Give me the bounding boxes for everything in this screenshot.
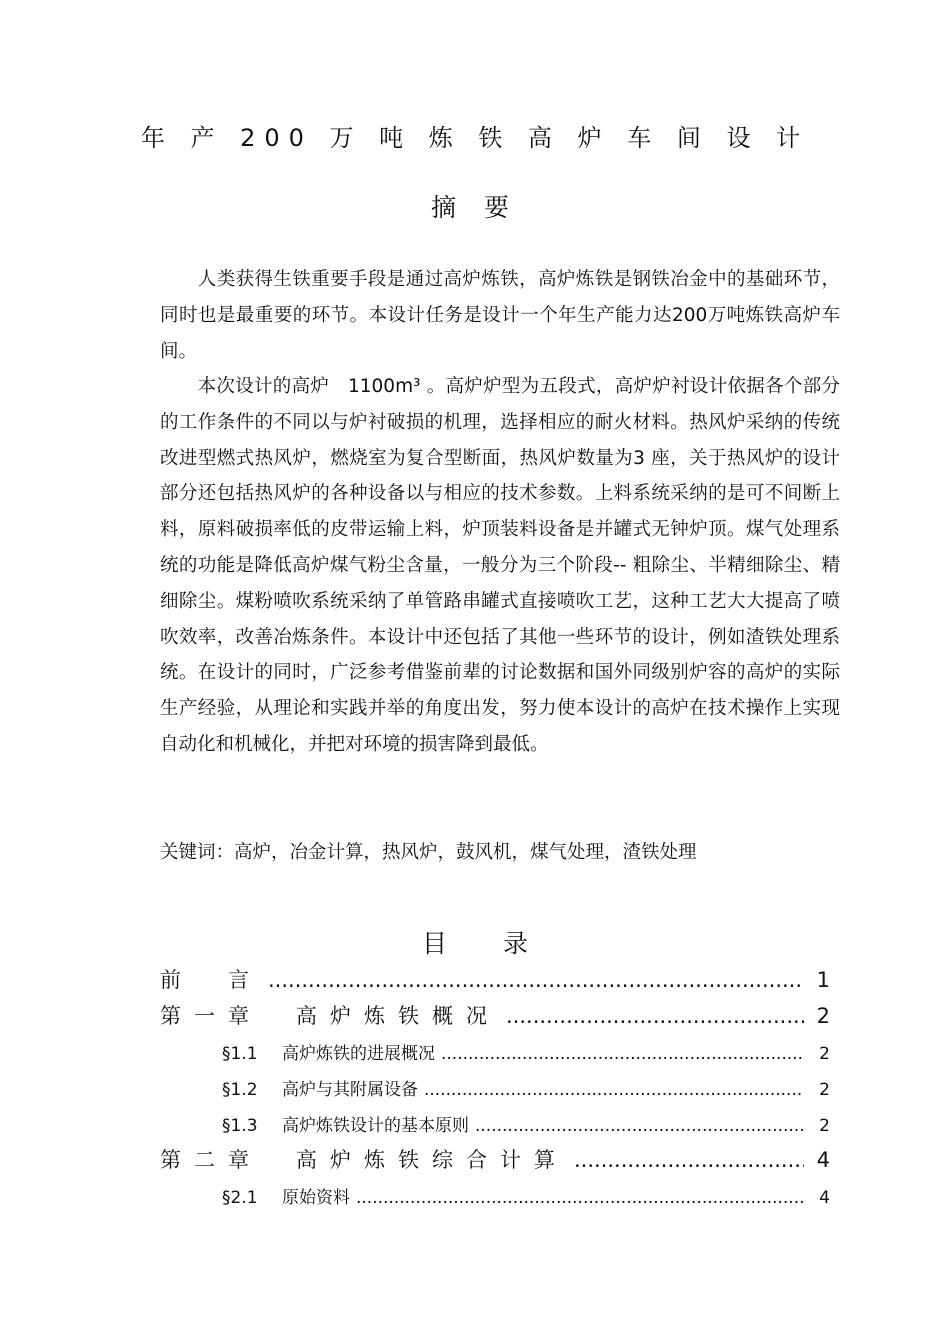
toc-entry-label: 高炉炼铁设计的基本原则 [282,1116,469,1136]
toc-leader-dots [356,1188,804,1208]
keywords-line: 关键词：高炉，冶金计算，热风炉，鼓风机，煤气处理，渣铁处理 [160,842,697,863]
toc-leader-dots [574,1148,804,1172]
toc-section-number: §1.2 [222,1080,258,1100]
toc-leader-dots [506,1004,804,1028]
toc-entry-preface[interactable] [160,964,830,1000]
toc-page-number: 4 [819,1188,830,1208]
toc-entry-label: 原始资料 [282,1188,350,1208]
toc-section-number: §1.3 [222,1116,258,1136]
toc-page-number: 2 [816,1004,830,1028]
toc-section-number: §1.1 [222,1044,258,1064]
toc-entry-section-1-3[interactable] [222,1111,830,1147]
document-title: 年 产 200 万 吨 炼 铁 高 炉 车 间 设 计 [140,124,810,152]
toc-leader-dots [475,1116,804,1136]
toc-leader-dots [268,968,804,992]
toc-entry-chapter-2[interactable] [160,1144,830,1180]
toc-entry-label: 高炉与其附属设备 [282,1080,418,1100]
toc-page-number: 4 [816,1148,830,1172]
toc-page-number: 1 [816,968,830,992]
abstract-paragraph-2: 本次设计的高炉 1100m³ 。高炉炉型为五段式，高炉炉衬设计依据各个部分的工作条件的不同以与炉衬破损的机理，选择相应的耐火材料。热风炉采纳的传统改进型燃式热风炉，燃烧室为复合型断面，热风炉数量为3 座，关于热风炉的设计部分还包括热风炉的各种设备以与相应的技术参数。上料系统采纳的是可不间断上料，原料破损率低的皮带运输上料，炉顶装料设备是并罐式无钟炉顶。煤气处理系统的功能是降低高炉煤气粉尘含量，一般分为三个阶段-- 粗除尘、半精细除尘、精细除尘。煤粉喷吹系统采纳了单管路串罐式直接喷吹工艺，这种工艺大大提高了喷吹效率，改善冶炼条件。本设计中还包括了其他一些环节的设计，例如渣铁处理系统。在设计的同时，广泛参考借鉴前辈的讨论数据和国外同级别炉容的高炉的实际生产经验，从理论和实践并举的角度出发，努力使本设计的高炉在技术操作上实现自动化和机械化，并把对环境的损害降到最低。 [160,376,840,755]
toc-section-number: §2.1 [222,1188,258,1208]
toc-leader-dots [424,1080,804,1100]
toc-entry-chapter-1[interactable] [160,1000,830,1036]
toc-entry-section-2-1[interactable] [222,1183,830,1219]
toc-page-number: 2 [819,1080,830,1100]
toc-page-number: 2 [819,1116,830,1136]
abstract-heading: 摘 要 [431,193,519,222]
toc-entry-label: 前 言 [160,968,262,992]
toc-page-number: 2 [819,1044,830,1064]
toc-heading: 目 录 [422,929,552,958]
abstract-paragraph-1: 人类获得生铁重要手段是通过高炉炼铁，高炉炼铁是钢铁冶金中的基础环节，同时也是最重要的环节。本设计任务是设计一个年生产能力达200万吨炼铁高炉车间。 [160,269,840,362]
toc-entry-label: 第二章 高炉炼铁综合计算 [160,1148,568,1172]
toc-leader-dots [441,1044,804,1064]
toc-entry-section-1-2[interactable] [222,1075,830,1111]
toc-entry-section-1-1[interactable] [222,1039,830,1075]
toc-entry-label: 高炉炼铁的进展概况 [282,1044,435,1064]
toc-entry-label: 第一章 高炉炼铁概况 [160,1004,500,1028]
